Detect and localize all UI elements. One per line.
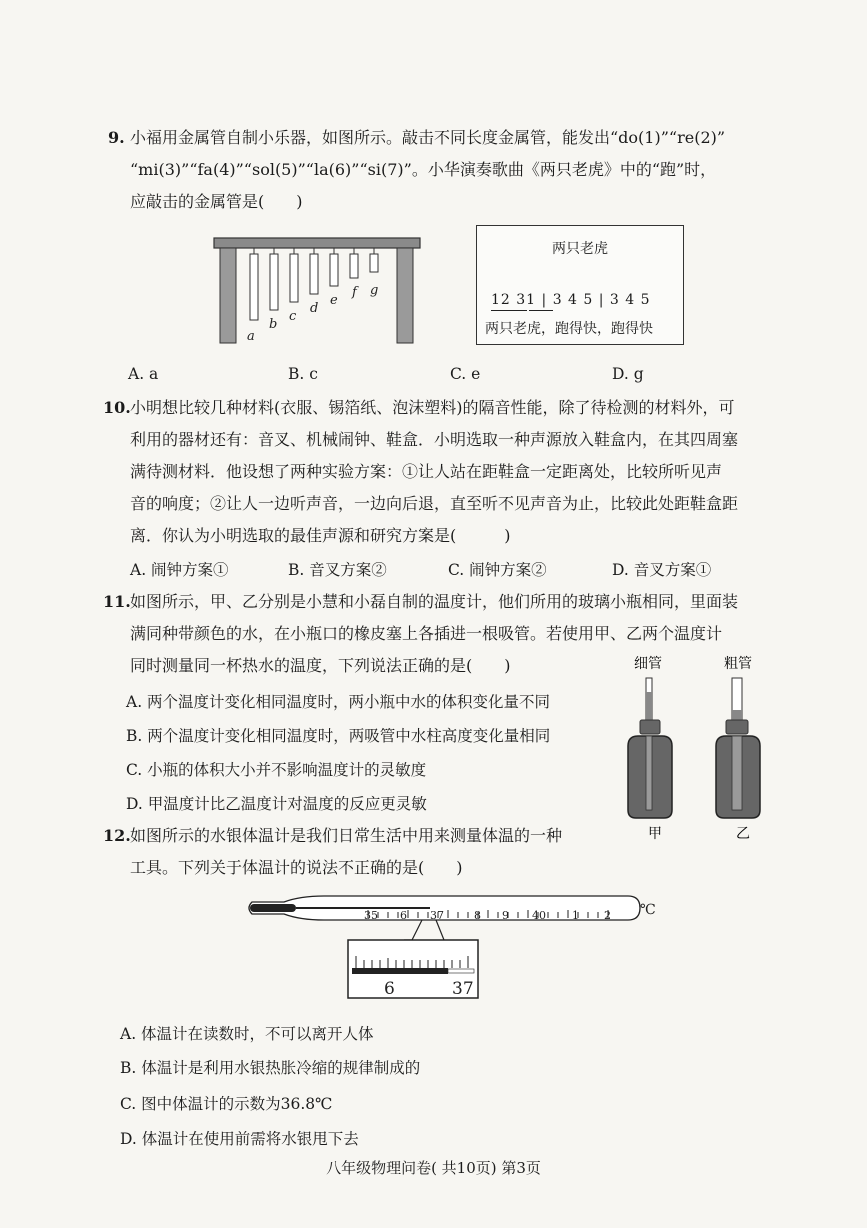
label-thin-tube: 细管 <box>634 656 662 672</box>
q11-number: 11. <box>103 592 131 611</box>
q11-line1: 如图所示，甲、乙分别是小慧和小磊自制的温度计，他们所用的玻璃小瓶相同，里面装 <box>130 592 739 611</box>
tube-label-c: c <box>289 309 297 324</box>
q11-option-c: C. 小瓶的体积大小并不影响温度计的灵敏度 <box>126 761 427 779</box>
q10-number: 10. <box>103 398 131 417</box>
scale-label-37: 37 <box>430 909 444 922</box>
q9-option-a: A. a <box>128 365 159 383</box>
scale-label-40: 40 <box>532 909 546 922</box>
score-title: 两只老虎 <box>552 241 608 257</box>
q9-line3: 应敲击的金属管是( ) <box>130 192 303 211</box>
q11-line3: 同时测量同一杯热水的温度，下列说法正确的是( ) <box>130 656 511 675</box>
q11-line2: 满同种带颜色的水，在小瓶口的橡皮塞上各插进一根吸管。若使用甲、乙两个温度计 <box>130 624 723 643</box>
q12-option-d: D. 体温计在使用前需将水银甩下去 <box>120 1130 359 1148</box>
q10-line5: 离．你认为小明选取的最佳声源和研究方案是( ) <box>130 526 511 545</box>
song-score-box <box>476 225 684 345</box>
bottle-yi <box>716 678 760 818</box>
q10-option-b: B. 音叉方案② <box>288 561 387 579</box>
q12-option-c: C. 图中体温计的示数为36.8℃ <box>120 1095 333 1113</box>
scale-label-35: 35 <box>364 909 378 922</box>
score-notes: 12 31 | 3 4 5 | 3 4 5 <box>491 292 651 308</box>
q10-line1: 小明想比较几种材料(衣服、锡箔纸、泡沫塑料)的隔音性能，除了待检测的材料外，可 <box>130 398 735 417</box>
q9-line2: “mi(3)”“fa(4)”“sol(5)”“la(6)”“si(7)”。小华演奏歌曲《两只老虎》中的“跑”时， <box>130 160 717 179</box>
metal-tube-instrument-figure <box>210 232 425 347</box>
q11-option-b: B. 两个温度计变化相同温度时，两吸管中水柱高度变化量相同 <box>126 727 551 745</box>
score-lyrics: 两只老虎，跑得快，跑得快 <box>485 321 653 337</box>
zoom-label-6: 6 <box>384 979 395 999</box>
q12-option-a: A. 体温计在读数时，不可以离开人体 <box>120 1025 374 1043</box>
q9-option-b: B. c <box>288 365 318 383</box>
q9-option-d: D. g <box>612 365 644 383</box>
q10-option-c: C. 闹钟方案② <box>448 561 547 579</box>
q9-line1: 小福用金属管自制小乐器，如图所示。敲击不同长度金属管，能发出“do(1)”“re(2)” <box>130 128 726 147</box>
q10-option-a: A. 闹钟方案① <box>130 561 229 579</box>
q9-option-c: C. e <box>450 365 481 383</box>
bottle-thermometers-figure <box>620 652 790 844</box>
page-footer: 八年级物理问卷( 共10页) 第3页 <box>326 1159 541 1177</box>
q11-option-a: A. 两个温度计变化相同温度时，两小瓶中水的体积变化量不同 <box>126 693 551 711</box>
q10-line4: 音的响度；②让人一边听声音，一边向后退，直至听不见声音为止，比较此处距鞋盒距 <box>130 494 739 513</box>
mercury-thermometer-figure <box>244 890 664 1002</box>
scale-label-9: 9 <box>502 909 509 922</box>
q9-number: 9. <box>108 128 125 147</box>
label-jia: 甲 <box>648 826 662 842</box>
q10-line2: 利用的器材还有：音叉、机械闹钟、鞋盒．小明选取一种声源放入鞋盒内，在其四周塞 <box>130 430 739 449</box>
q11-option-d: D. 甲温度计比乙温度计对温度的反应更灵敏 <box>126 795 427 813</box>
scale-label-6: 6 <box>400 909 407 922</box>
tube-label-a: a <box>247 329 255 344</box>
tube-label-d: d <box>310 301 319 316</box>
label-yi: 乙 <box>736 826 750 842</box>
q12-line1: 如图所示的水银体温计是我们日常生活中用来测量体温的一种 <box>130 826 563 845</box>
scale-label-2: 2 <box>604 909 611 922</box>
tube-label-f: f <box>352 285 357 300</box>
q10-line3: 满待测材料．他设想了两种实验方案：①让人站在距鞋盒一定距离处，比较所听见声 <box>130 462 723 481</box>
celsius-unit: ℃ <box>640 902 656 918</box>
label-thick-tube: 粗管 <box>724 656 752 672</box>
zoom-label-37: 37 <box>452 979 474 999</box>
q10-option-d: D. 音叉方案① <box>612 561 712 579</box>
tube-label-b: b <box>269 317 278 332</box>
tube-label-e: e <box>330 293 338 308</box>
scale-label-1: 1 <box>572 909 579 922</box>
q12-number: 12. <box>103 826 131 845</box>
q12-option-b: B. 体温计是利用水银热胀冷缩的规律制成的 <box>120 1059 421 1077</box>
tube-label-g: g <box>370 283 379 298</box>
q12-line2: 工具。下列关于体温计的说法不正确的是( ) <box>130 858 463 877</box>
bottle-jia <box>628 678 672 818</box>
scale-label-8: 8 <box>474 909 481 922</box>
